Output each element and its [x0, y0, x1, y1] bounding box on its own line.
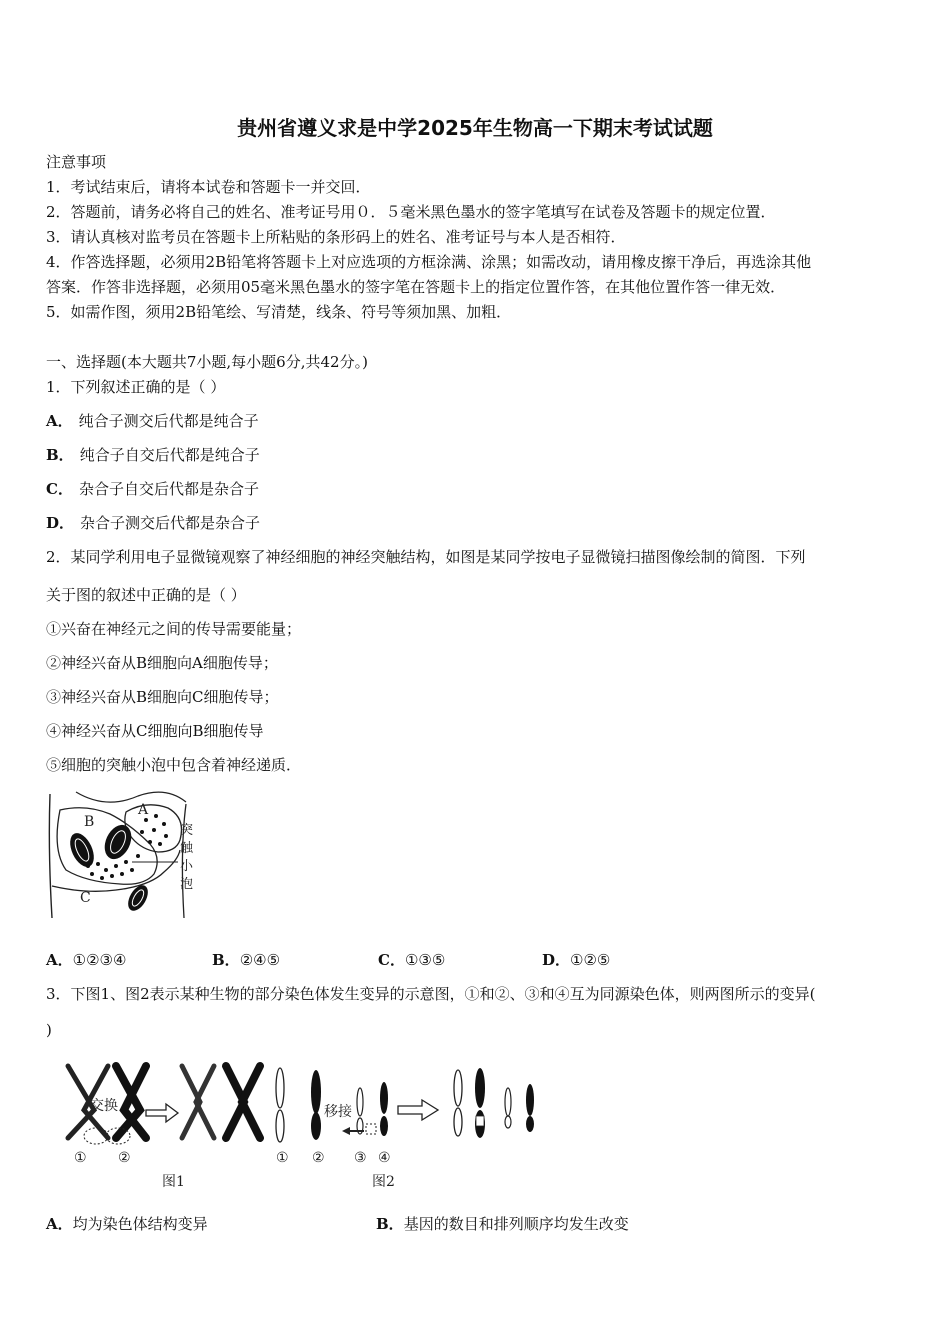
option-label: A． [46, 412, 73, 430]
q3-option-b [376, 1213, 629, 1234]
option-text: ②④⑤ [239, 951, 281, 969]
q2-option-d [542, 949, 610, 970]
chrom-num: ① [276, 1150, 289, 1166]
chrom-num: ③ [354, 1150, 367, 1166]
q1-option-d [46, 513, 260, 533]
q1-stem: 1．下列叙述正确的是（ ） [46, 378, 226, 396]
option-text: 纯合子测交后代都是纯合子 [78, 412, 259, 430]
q2-stem-cont: 关于图的叙述中正确的是（ ） [46, 586, 246, 604]
option-label: C． [46, 480, 73, 498]
q2-statement: ①兴奋在神经元之间的传导需要能量； [46, 620, 302, 638]
q2-option-b [212, 949, 280, 970]
q1-option-c [46, 479, 259, 499]
vesicle-label-char: 触 [180, 841, 194, 856]
option-label: A． [46, 951, 73, 969]
arrow-icon [146, 1104, 178, 1122]
exam-title: 贵州省遵义求是中学2025年生物高一下期末考试试题 [237, 116, 713, 140]
notice-item: 答案．作答非选择题，必须用05毫米黑色墨水的签字笔在答题卡上的指定位置作答，在其他位置作答一律无效． [46, 278, 786, 296]
option-text: ①③⑤ [404, 951, 446, 969]
fig2-after [454, 1068, 534, 1138]
q3-stem-cont: ) [46, 1021, 52, 1039]
option-label: C． [378, 951, 405, 969]
q1-option-b [46, 445, 260, 465]
notice-item: 2．答题前，请务必将自己的姓名、准考证号用０．５毫米黑色墨水的签字笔填写在试卷及答题卡的规定位置． [46, 203, 776, 221]
notice-item: 4．作答选择题，必须用2B铅笔将答题卡上对应选项的方框涂满、涂黑；如需改动，请用橡皮擦干净后，再选涂其他 [46, 253, 812, 271]
option-label: D． [542, 951, 571, 969]
option-label: B． [212, 951, 240, 969]
q3-stem: 3．下图1、图2表示某种生物的部分染色体发生变异的示意图，①和②、③和④互为同源染色体，则两图所示的变异( [46, 985, 816, 1003]
q1-option-a [46, 411, 259, 431]
q2-statement: ⑤细胞的突触小泡中包含着神经递质． [46, 756, 302, 774]
q2-statement: ③神经兴奋从B细胞向C细胞传导； [46, 688, 279, 706]
option-label: D． [46, 514, 75, 532]
notice-item: 3．请认真核对监考员在答题卡上所粘贴的条形码上的姓名、准考证号与本人是否相符． [46, 228, 626, 246]
chrom-num: ② [118, 1150, 131, 1166]
q2-statement: ④神经兴奋从C细胞向B细胞传导 [46, 722, 264, 740]
option-text: 杂合子自交后代都是杂合子 [78, 480, 259, 498]
fig1-before [68, 1066, 146, 1144]
option-text: ①②③④ [72, 951, 127, 969]
vesicle-label-char: 小 [180, 859, 194, 874]
q2-stem: 2．某同学利用电子显微镜观察了神经细胞的神经突触结构，如图是某同学按电子显微镜扫描图像绘制的简图．下列 [46, 548, 806, 566]
exchange-label: 交换 [90, 1098, 118, 1114]
option-text: 基因的数目和排列顺序均发生改变 [403, 1215, 629, 1233]
fig2-before [276, 1068, 388, 1142]
synapse-diagram [46, 790, 198, 922]
notice-heading: 注意事项 [46, 153, 107, 171]
notice-item: 5．如需作图，须用2B铅笔绘、写清楚，线条、符号等须加黑、加粗． [46, 303, 512, 321]
fig1-caption: 图1 [162, 1174, 185, 1190]
option-label: A． [46, 1215, 73, 1233]
section-heading: 一、选择题(本大题共7小题,每小题6分,共42分。) [46, 353, 368, 371]
vesicle-label-char: 突 [180, 823, 194, 838]
option-label: B． [46, 446, 74, 464]
q2-option-c [378, 949, 445, 970]
option-text: 纯合子自交后代都是纯合子 [79, 446, 260, 464]
arrow-icon [398, 1100, 438, 1120]
cell-c-label: C [80, 890, 91, 906]
option-text: 均为染色体结构变异 [72, 1215, 208, 1233]
chrom-num: ① [74, 1150, 87, 1166]
fig2-caption: 图2 [372, 1174, 395, 1190]
q2-option-a [46, 949, 126, 970]
chrom-num: ② [312, 1150, 325, 1166]
vesicle-label-char: 泡 [180, 877, 194, 892]
translocation-label: 移接 [324, 1104, 352, 1120]
q3-option-a [46, 1213, 208, 1234]
option-label: B． [376, 1215, 404, 1233]
chrom-num: ④ [378, 1150, 391, 1166]
notice-item: 1．考试结束后，请将本试卷和答题卡一并交回． [46, 178, 371, 196]
option-text: 杂合子测交后代都是杂合子 [80, 514, 261, 532]
option-text: ①②⑤ [570, 951, 611, 969]
cell-a-label: A [138, 802, 149, 818]
fig1-after [182, 1066, 260, 1138]
chromosome-diagram [60, 1058, 550, 1192]
q2-statement: ②神经兴奋从B细胞向A细胞传导； [46, 654, 278, 672]
cell-b-label: B [84, 814, 95, 830]
